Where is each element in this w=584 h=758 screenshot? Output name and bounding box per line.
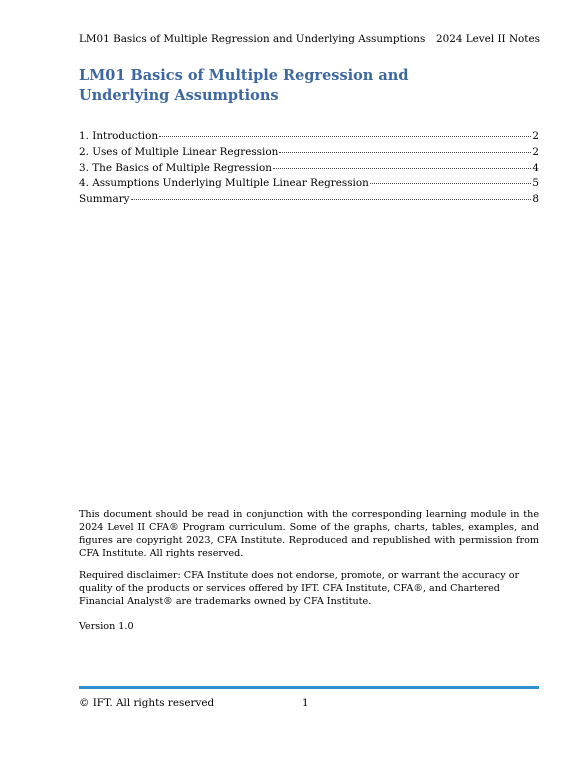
document-title: LM01 Basics of Multiple Regression and Underlying Assumptions (79, 67, 409, 104)
toc-entry-page[interactable]: 4 (532, 161, 539, 174)
toc-leader-dots (273, 158, 531, 169)
toc-leader-dots (131, 189, 532, 200)
page-header (79, 33, 540, 47)
toc-entry-summary[interactable] (79, 191, 539, 207)
toc-entry-page[interactable]: 8 (532, 193, 539, 206)
toc-leader-dots (279, 142, 531, 153)
toc-entry-page[interactable]: 2 (532, 145, 539, 158)
toc-entry-page[interactable]: 2 (532, 130, 539, 142)
footer-copyright: © IFT. All rights reserved (79, 697, 215, 709)
header-module-title: LM01 Basics of Multiple Regression and Underlying Assumptions (79, 33, 426, 45)
toc-entry-page[interactable]: 5 (532, 177, 539, 190)
toc-entry-label[interactable]: 2. Uses of Multiple Linear Regression (79, 145, 279, 158)
header-level-notes: 2024 Level II Notes (436, 33, 540, 45)
page-number: 1 (302, 697, 309, 709)
toc-leader-dots (370, 173, 532, 184)
table-of-contents (79, 128, 539, 207)
toc-entry-label[interactable]: 3. The Basics of Multiple Regression (79, 161, 272, 174)
footer-divider (79, 686, 539, 689)
toc-leader-dots (159, 126, 531, 137)
version-label: Version 1.0 (79, 621, 134, 632)
copyright-notice: This document should be read in conjunction with the corresponding learning module in the 2024 Level II CFA® Program curriculum. Some of the graphs, charts, tables, examples, and figures are copyright 2023, CFA Institute. Reproduced and republished with permission from CFA Institute. All rights reserved. (79, 509, 539, 559)
toc-entry-label[interactable]: 4. Assumptions Underlying Multiple Linear Regression (79, 177, 369, 190)
toc-entry-label[interactable]: Summary (79, 193, 130, 206)
required-disclaimer: Required disclaimer: CFA Institute does not endorse, promote, or warrant the accuracy or quality of the products or services offered by IFT. CFA Institute, CFA®, and Chartered Financial Analyst® are trademarks owned by CFA Institute. (79, 570, 520, 607)
toc-entry-label[interactable]: 1. Introduction (79, 130, 159, 142)
